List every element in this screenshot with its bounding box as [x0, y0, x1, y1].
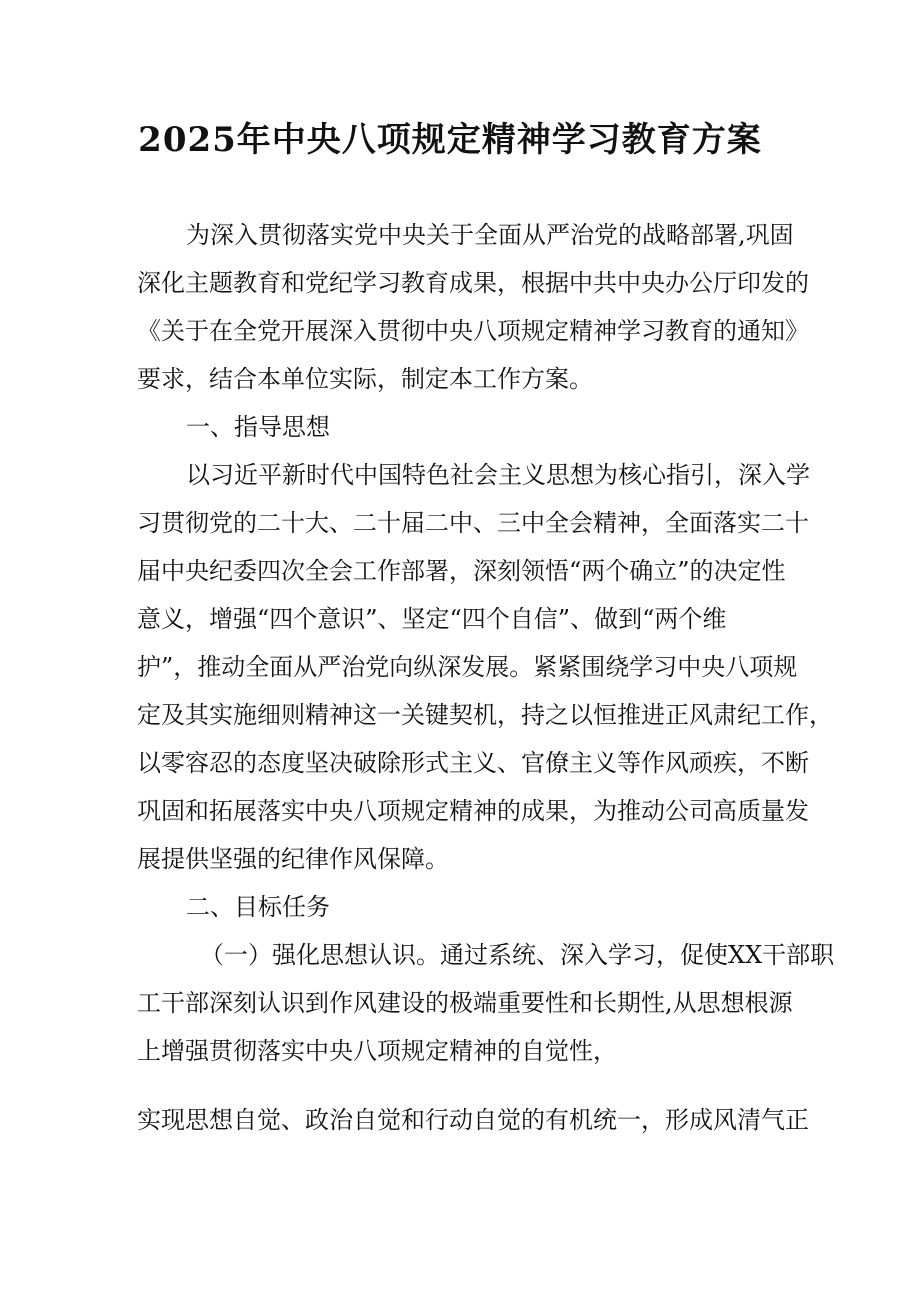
section-2-heading: 二、目标任务	[186, 893, 330, 921]
section-2-line-4: 实现思想自觉、政治自觉和行动自觉的有机统一，形成风清气正	[137, 1106, 809, 1134]
section-1-line-4: 意义，增强“四个意识”、坚定“四个自信”、做到“两个维	[137, 605, 727, 633]
section-1-line-5: 护”，推动全面从严治党向纵深发展。紧紧围绕学习中央八项规	[137, 653, 798, 681]
intro-line-4: 要求，结合本单位实际，制定本工作方案。	[137, 365, 593, 393]
section-1-heading: 一、指导思想	[186, 413, 330, 441]
section-2-line-1: （一）强化思想认识。通过系统、深入学习，促使XX干部职	[200, 941, 835, 969]
section-1-line-1: 以习近平新时代中国特色社会主义思想为核心指引，深入学	[186, 461, 810, 489]
section-2-line-2: 工干部深刻认识到作风建设的极端重要性和长期性,从思想根源	[137, 989, 793, 1017]
section-1-line-8: 巩固和拓展落实中央八项规定精神的成果，为推动公司高质量发	[137, 797, 809, 825]
intro-line-2: 深化主题教育和党纪学习教育成果，根据中共中央办公厅印发的	[137, 269, 809, 297]
section-2-line-3: 上增强贯彻落实中央八项规定精神的自觉性，	[137, 1037, 617, 1065]
section-1-line-3: 届中央纪委四次全会工作部署，深刻领悟“两个确立”的决定性	[137, 557, 786, 585]
document-title: 2025年中央八项规定精神学习教育方案	[138, 120, 762, 160]
section-1-line-7: 以零容忍的态度坚决破除形式主义、官僚主义等作风顽疾，不断	[137, 749, 809, 777]
section-1-line-2: 习贯彻党的二十大、二十届二中、三中全会精神，全面落实二十	[137, 509, 809, 537]
section-1-line-9: 展提供坚强的纪律作风保障。	[137, 845, 449, 873]
intro-line-3: 《关于在全党开展深入贯彻中央八项规定精神学习教育的通知》	[137, 317, 809, 345]
intro-line-1: 为深入贯彻落实党中央关于全面从严治党的战略部署,巩固	[186, 221, 794, 249]
section-1-line-6: 定及其实施细则精神这一关键契机，持之以恒推进正风肃纪工作，	[137, 701, 833, 729]
